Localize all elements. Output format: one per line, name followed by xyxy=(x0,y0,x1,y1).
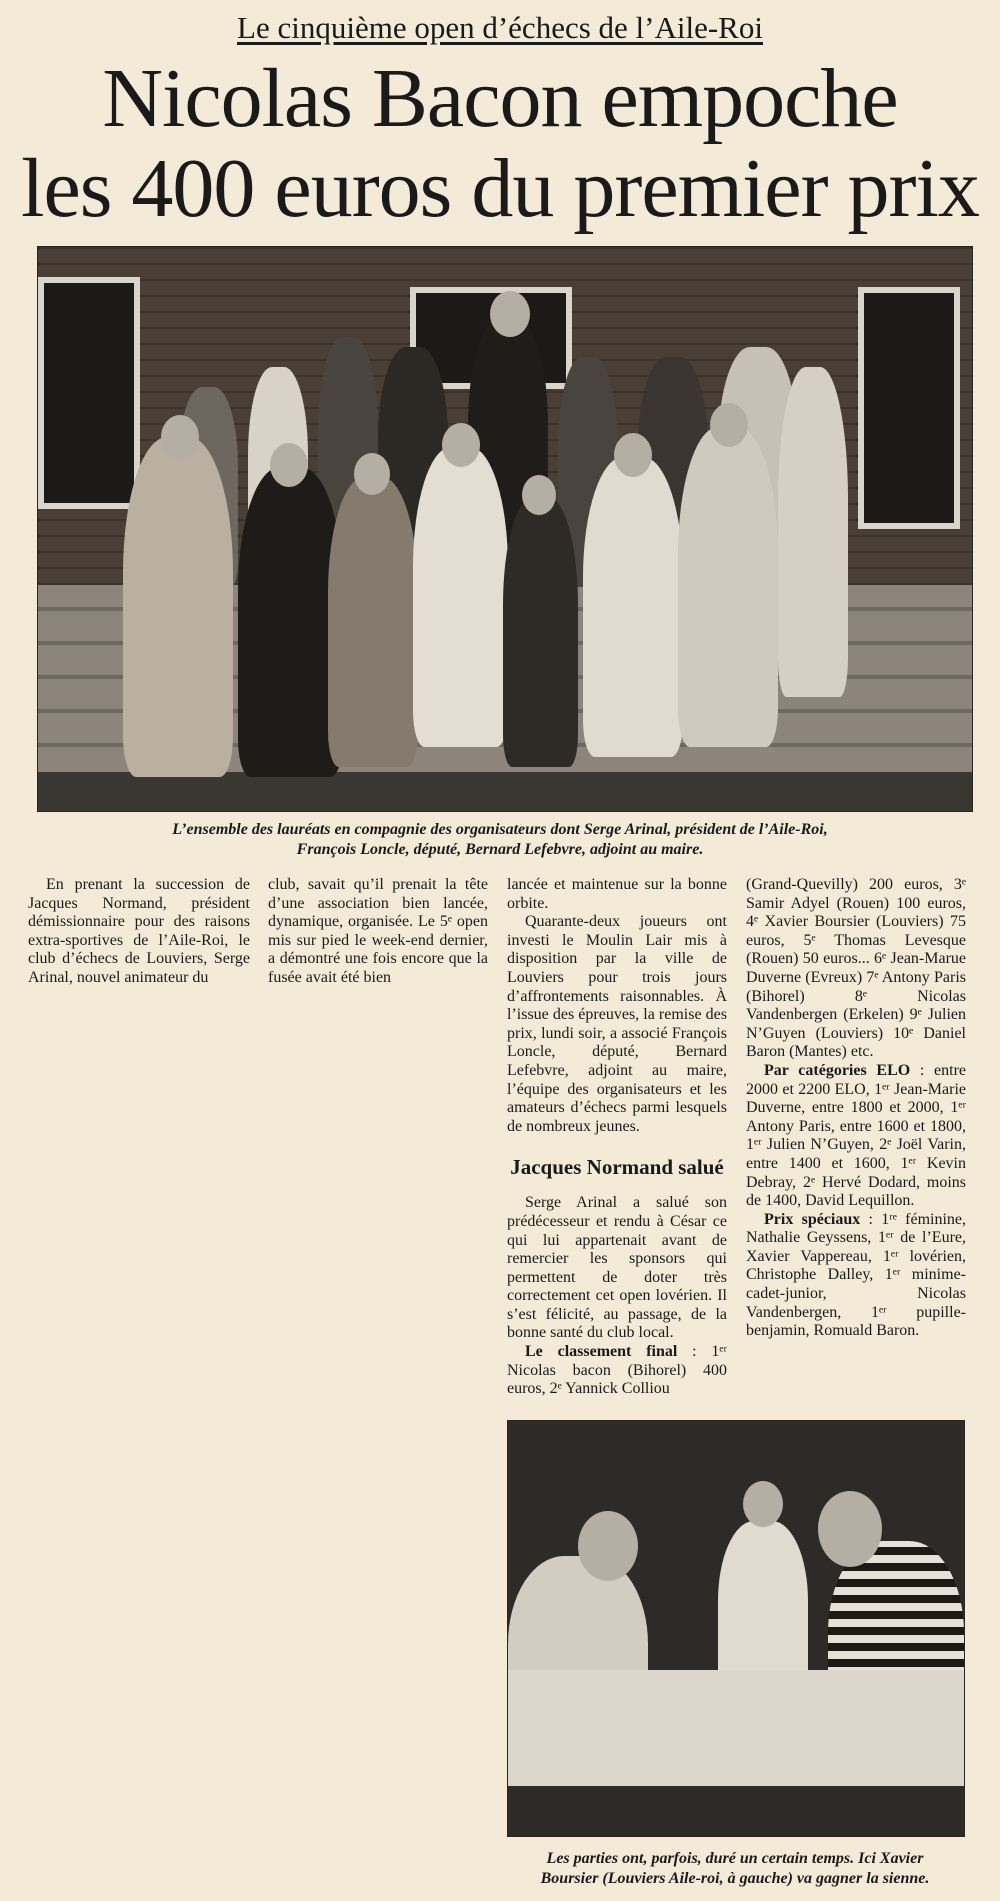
paragraph xyxy=(746,1062,966,1211)
paragraph: lancée et maintenue sur la bonne orbite. xyxy=(507,876,727,912)
headline-line-1: Nicolas Bacon empoche xyxy=(102,52,898,145)
paragraph xyxy=(507,1343,727,1399)
chess-game-photo xyxy=(507,1420,965,1837)
article-column-3 xyxy=(507,876,727,1399)
label: Le classement final xyxy=(525,1343,678,1361)
paragraph: Serge Arinal a salué son prédécesseur et rendu à César ce qui lui appartenait avant de remercier les sponsors qui permettent de doter très correctement cet open lovérien. Il s’est félicité, au passage, de la bonne santé du club local. xyxy=(507,1194,727,1342)
headline-line-2: les 400 euros du premier prix xyxy=(21,142,979,235)
article-headline xyxy=(0,54,1000,234)
paragraph xyxy=(746,1211,966,1341)
label: Par catégories ELO xyxy=(764,1061,911,1079)
paragraph: club, savait qu’il prenait la tête d’une association bien lancée, dynamique, organisée. Le 5ᵉ open mis sur pied le week-end dernier, a démontré une fois encore que la fusée avait été bien xyxy=(268,876,488,986)
subheading: Jacques Normand salué xyxy=(510,1155,724,1180)
article-column-4 xyxy=(746,876,966,1341)
group-photo-caption xyxy=(0,820,1000,860)
text: : 1ʳᵉ féminine, Nathalie Geyssens, 1ᵉʳ de l’Eure, Xavier Vappereau, 1ᵉʳ lovérien, Christophe Dalley, 1ᵉʳ minime-cadet-junior, Nicolas Vandenbergen, 1ᵉʳ pupille-benjamin, Romuald Baron. xyxy=(746,1210,967,1340)
paragraph: Quarante-deux joueurs ont investi le Moulin Lair mis à disposition par la ville de Louviers pour trois jours d’affrontements raisonnables. À l’issue des épreuves, la remise des prix, lundi soir, a associé François Loncle, député, Bernard Lefebvre, adjoint au maire, l’équipe des organisateurs et les amateurs d’échecs parmi lesquels de nombreux jeunes. xyxy=(507,913,727,1135)
article-column-1 xyxy=(28,876,250,988)
label: Prix spéciaux xyxy=(764,1210,861,1228)
group-photo xyxy=(37,246,973,812)
paragraph: (Grand-Quevilly) 200 euros, 3ᵉ Samir Adyel (Rouen) 100 euros, 4ᵉ Xavier Boursier (Louviers) 75 euros, 5ᵉ Thomas Levesque (Rouen) 50 euros... 6ᵉ Jean-Marue Duverne (Evreux) 7ᵉ Antony Paris (Bihorel) 8ᵉ Nicolas Vandenbergen (Erkelen) 9ᵉ Julien N’Guyen (Louviers) 10ᵉ Daniel Baron (Mantes) etc. xyxy=(746,876,966,1061)
article-kicker: Le cinquième open d’échecs de l’Aile-Roi xyxy=(237,10,763,45)
caption-line: François Loncle, député, Bernard Lefebvre, adjoint au maire. xyxy=(296,841,704,858)
text: : entre 2000 et 2200 ELO, 1ᵉʳ Jean-Marie Duverne, entre 1800 et 2000, 1ᵉʳ Antony Paris, entre 1600 et 1800, 1ᵉʳ Julien N’Guyen, 2ᵉ Joël Varin, entre 1400 et 1600, 1ᵉʳ Kevin Debray, 2ᵉ Hervé Dodard, moins de 1400, David Lequillon. xyxy=(746,1061,967,1210)
paragraph: En prenant la succession de Jacques Normand, président démissionnaire pour des raisons extra-sportives de l’Aile-Roi, le club d’échecs de Louviers, Serge Arinal, nouvel animateur du xyxy=(28,876,250,986)
chess-photo-caption xyxy=(507,1849,963,1889)
caption-line: Boursier (Louviers Aile-roi, à gauche) va gagner la sienne. xyxy=(540,1870,930,1887)
article-column-2 xyxy=(268,876,488,988)
caption-line: Les parties ont, parfois, duré un certain temps. Ici Xavier xyxy=(546,1850,924,1867)
caption-line: L’ensemble des lauréats en compagnie des organisateurs dont Serge Arinal, président de l’Aile-Roi, xyxy=(172,821,828,838)
text: : 1ᵉʳ Nicolas bacon (Bihorel) 400 euros, 2ᵉ Yannick Colliou xyxy=(507,1343,727,1398)
